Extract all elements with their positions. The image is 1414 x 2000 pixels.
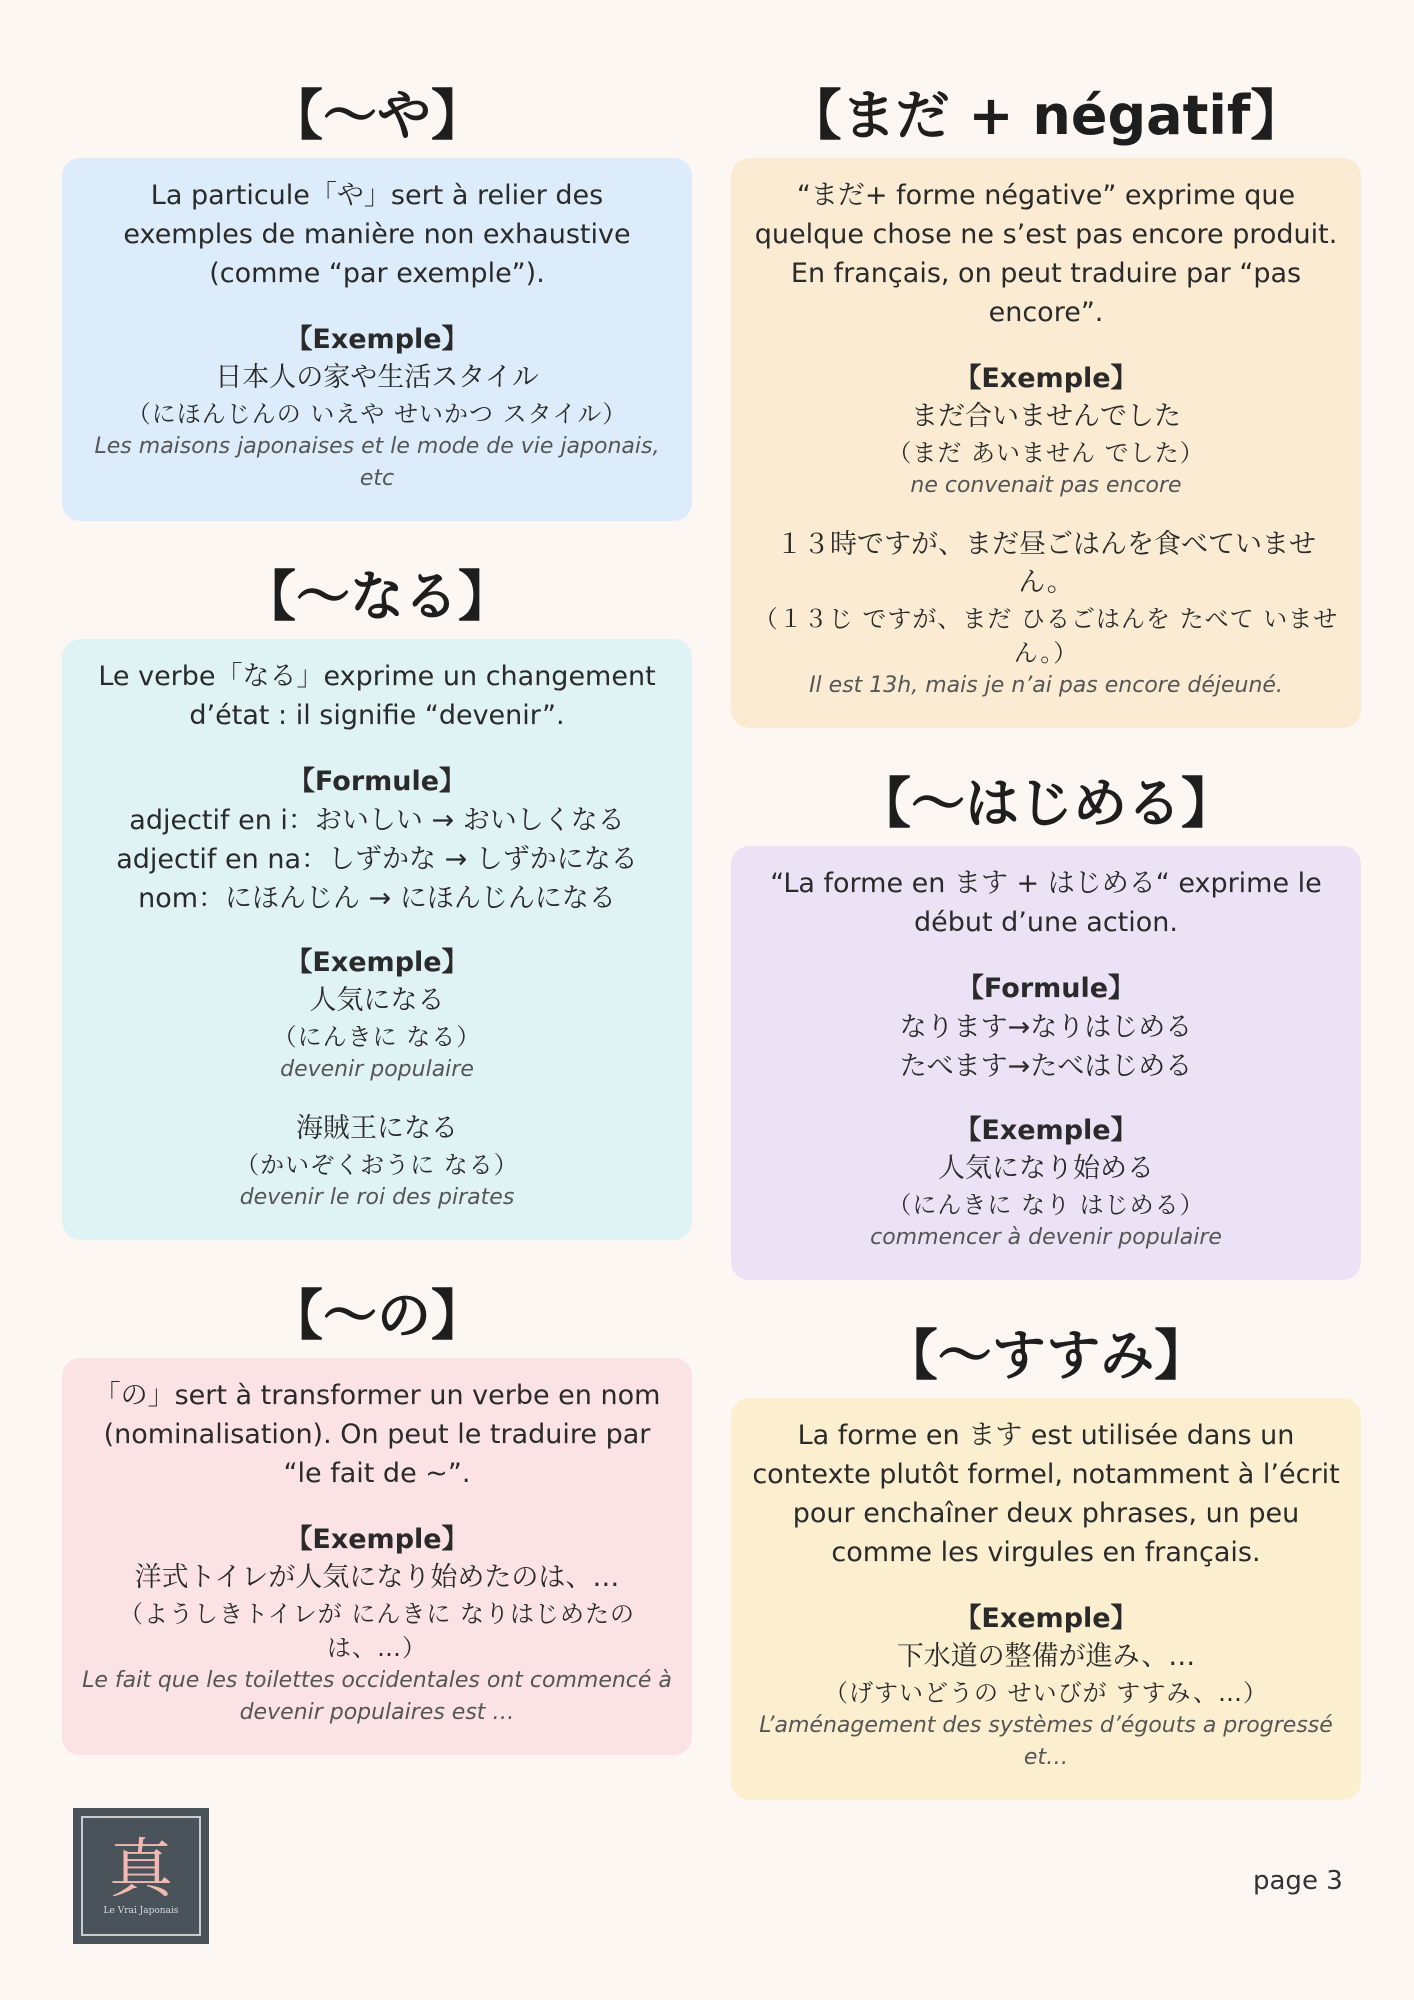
card-no (62, 1358, 692, 1755)
section-naru (62, 561, 692, 1240)
card-susumi (731, 1398, 1361, 1800)
section-no (62, 1280, 692, 1755)
example-japanese: １３時ですが、まだ昼ごはんを食べていません。 (776, 529, 1316, 598)
section-susumi (731, 1320, 1361, 1800)
left-column (62, 80, 692, 1795)
example-kana: （にんきに なり はじめる） (887, 1191, 1205, 1219)
card-ya (62, 158, 692, 521)
example-kana: （にほんじんの いえや せいかつ スタイル） (126, 400, 628, 428)
logo-text: Le Vrai Japonais (103, 1906, 179, 1916)
example-japanese: 日本人の家や生活スタイル (215, 362, 539, 393)
section-title: 【〜や】 (269, 84, 485, 147)
example-translation: Le fait que les toilettes occidentales ont commencé à devenir populaires est … (82, 1668, 672, 1725)
formula-line: adjectif en na：しずかな → しずかになる (116, 844, 638, 875)
card-naru (62, 639, 692, 1240)
example-translation: Il est 13h, mais je n’ai pas encore déjeuné. (809, 673, 1283, 698)
description: 「の」sert à transformer un verbe en nom (nominalisation). On peut le traduire par “le fait de ~”. (93, 1380, 661, 1489)
example-header: 【Exemple】 (954, 363, 1138, 394)
example-kana: （１３じ ですが、まだ ひるごはんを たべて いません。） (753, 605, 1339, 667)
section-title: 【〜の】 (269, 1284, 485, 1347)
section-title: 【〜はじめる】 (857, 772, 1235, 835)
example-kana: （ようしきトイレが にんきに なりはじめたのは、…） (118, 1600, 636, 1662)
example-japanese: 人気になる (309, 985, 445, 1016)
right-column (731, 80, 1361, 1840)
page-number: page 3 (1253, 1866, 1343, 1896)
example-japanese: 洋式トイレが人気になり始めたのは、… (134, 1562, 620, 1593)
section-mada (731, 80, 1361, 728)
example-kana: （まだ あいません でした） (887, 439, 1205, 467)
description: La particule「や」sert à relier des exemples de manière non exhaustive (comme “par exemple”). (123, 180, 631, 289)
example-japanese: まだ合いませんでした (911, 401, 1181, 432)
section-title: 【〜なる】 (242, 565, 512, 628)
card-mada (731, 158, 1361, 728)
description: “La forme en ます + はじめる“ exprime le début d’une action. (770, 868, 1322, 938)
card-hajimeru (731, 846, 1361, 1280)
description: La forme en ます est utilisée dans un contexte plutôt formel, notamment à l’écrit pour enchaîner deux phrases, un peu comme les virgules en français. (752, 1420, 1340, 1568)
example-japanese: 海賊王になる (296, 1113, 458, 1144)
example-translation: Les maisons japonaises et le mode de vie japonais, etc (94, 434, 660, 491)
formula-line: なります→なりはじめる (899, 1012, 1193, 1043)
description: Le verbe「なる」exprime un changement d’état : il signifie “devenir”. (98, 661, 656, 731)
formula-line: たべます→たべはじめる (899, 1051, 1193, 1082)
example-header: 【Exemple】 (285, 947, 469, 978)
example-kana: （にんきに なる） (272, 1023, 482, 1051)
formula-line: adjectif en i：おいしい → おいしくなる (129, 805, 625, 836)
example-header: 【Exemple】 (285, 324, 469, 355)
logo (73, 1808, 209, 1944)
example-header: 【Exemple】 (285, 1524, 469, 1555)
logo-character: 真 (109, 1833, 173, 1907)
section-hajimeru (731, 768, 1361, 1280)
example-translation: devenir populaire (280, 1057, 474, 1082)
formula-line: nom：にほんじん → にほんじんになる (138, 883, 616, 914)
example-kana: （かいぞくおうに なる） (235, 1151, 519, 1179)
logo-frame (81, 1816, 201, 1936)
formula-header: 【Formule】 (287, 766, 467, 797)
example-translation: commencer à devenir populaire (870, 1225, 1222, 1250)
section-ya (62, 80, 692, 521)
example-translation: L’aménagement des systèmes d’égouts a progressé et… (759, 1713, 1333, 1770)
section-title: 【まだ + négatif】 (787, 84, 1305, 147)
example-japanese: 人気になり始める (938, 1153, 1154, 1184)
example-header: 【Exemple】 (954, 1603, 1138, 1634)
formula-header: 【Formule】 (956, 973, 1136, 1004)
example-japanese: 下水道の整備が進み、… (896, 1641, 1196, 1672)
example-header: 【Exemple】 (954, 1115, 1138, 1146)
example-kana: （げすいどうの せいびが すすみ、…） (824, 1679, 1268, 1707)
example-translation: ne convenait pas encore (910, 473, 1182, 498)
description: “まだ+ forme négative” exprime que quelque chose ne s’est pas encore produit. En français, on peut traduire par “pas encore”. (754, 180, 1338, 328)
example-translation: devenir le roi des pirates (239, 1185, 515, 1210)
section-title: 【〜すすみ】 (883, 1324, 1209, 1387)
